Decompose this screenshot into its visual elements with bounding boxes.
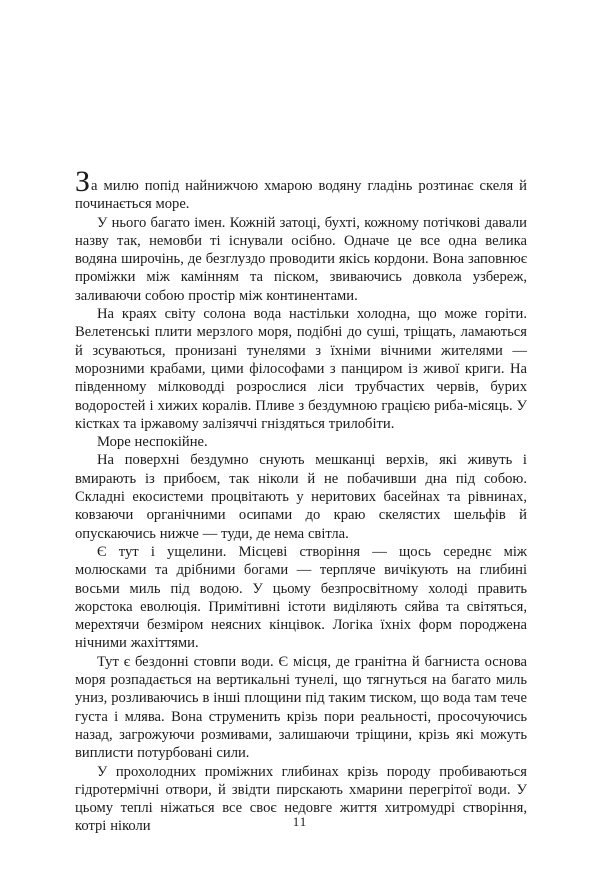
opening-paragraph-text: а милю попід найнижчою хмарою водяну гладінь розтинає скеля й починається море. — [75, 178, 527, 213]
paragraph: На краях світу солона вода настільки холодна, що може горіти. Велетенські плити мерзлого моря, подібні до суші, тріщать, ламаються й зсуваються, пронизані тунелями з їхніми вічними жителями — морозними крабами, цими філософами з панциром із живої криги. На південному мілководді розрослися ліси трубчастих червів, бурих водоростей і хижих коралів. Пливе з бездумною грацією риба-місяць. У кістках та іржавому залізяччі гніздяться трилобіти. — [75, 306, 527, 432]
body-text — [75, 165, 527, 836]
paragraph: Море неспокійне. — [97, 434, 208, 451]
paragraph: У нього багато імен. Кожній затоці, бухті, кожному потічкові давали назву так, немовби ті існували осібно. Одначе це все одна велика водяна широчінь, де безглуздо проводити якісь кордони. Вона заповнює проміжки між камінням та піском, звиваючись довкола узбереж, заливаючи собою простір між континентами. — [75, 214, 527, 304]
paragraph: У прохолодних проміжних глибинах крізь породу пробиваються гідротермічні отвори, й звідти пирскають хмарини перегрітої води. У цьому теплі ніжаться все своє недовге життя хитромудрі створіння, котрі ніколи — [75, 763, 527, 835]
drop-cap: З — [75, 165, 91, 198]
paragraph: Тут є бездонні стовпи води. Є місця, де гранітна й багниста основа моря розпадається на вертикальні тунелі, що тягнуться на багато миль униз, розливаючись в інші площини під таким тиском, що вода там тече густа і млява. Вона струменить крізь пори реальності, просочуючись назад, загрожуючи розмивами, залишаючи тріщини, крізь які можуть виплисти потурбовані сили. — [75, 653, 527, 762]
paragraph: На поверхні бездумно снують мешканці верхів, які живуть і вмирають із прибоєм, так ніколи й не побачивши дна під собою. Складні екосистеми процвітають у неритових басейнах та рівнинах, ковзаючи органічними осипами до краю скелястих шельфів й опускаючись нижче — туди, де нема світла. — [75, 452, 527, 542]
opening-paragraph — [75, 165, 527, 214]
paragraph: Є тут і ущелини. Місцеві створіння — щось середнє між молюсками та дрібними богами — терпляче вичікують на глибині восьми миль під водою. У цьому безпросвітному холоді править жорстока еволюція. Примітивні істоти виділяють сяйва та світяться, мерехтячи безміром неясних кінцівок. Логіка їхніх форм породжена нічними жахіттями. — [75, 543, 527, 652]
page-number: 11 — [292, 814, 308, 829]
